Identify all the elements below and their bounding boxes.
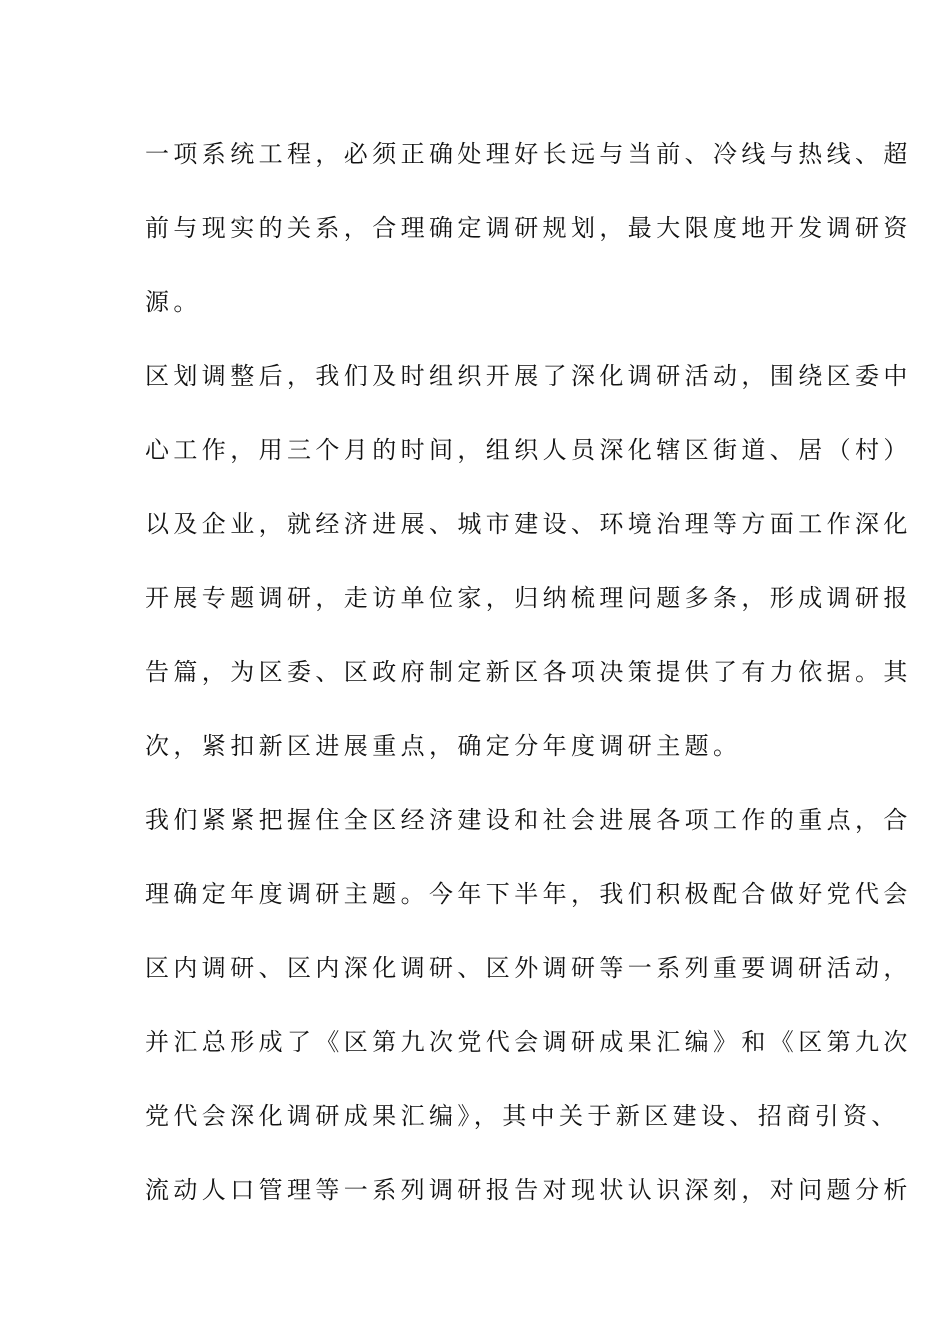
text-line: 并汇总形成了《区第九次党代会调研成果汇编》和《区第九次 [145,1028,912,1056]
text-line: 告篇，为区委、区政府制定新区各项决策提供了有力依据。其 [145,658,912,686]
text-line: 以及企业，就经济进展、城市建设、环境治理等方面工作深化 [145,510,912,538]
text-line: 党代会深化调研成果汇编》，其中关于新区建设、招商引资、 [145,1102,900,1130]
text-line: 开展专题调研，走访单位家，归纳梳理问题多条，形成调研报 [145,584,912,612]
text-line: 理确定年度调研主题。今年下半年，我们积极配合做好党代会 [145,880,912,908]
text-line: 次，紧扣新区进展重点，确定分年度调研主题。 [145,732,742,760]
text-line: 我们紧紧把握住全区经济建设和社会进展各项工作的重点，合 [145,806,912,834]
text-line: 心工作，用三个月的时间，组织人员深化辖区街道、居（村） [145,436,912,464]
body-text [145,134,912,1244]
text-line: 区划调整后，我们及时组织开展了深化调研活动，围绕区委中 [145,362,912,390]
text-line: 一项系统工程，必须正确处理好长远与当前、冷线与热线、超 [145,140,912,168]
text-line: 区内调研、区内深化调研、区外调研等一系列重要调研活动， [145,954,912,982]
text-line: 前与现实的关系，合理确定调研规划，最大限度地开发调研资 [145,214,912,242]
text-line: 源。 [145,288,202,316]
text-line: 流动人口管理等一系列调研报告对现状认识深刻，对问题分析 [145,1176,912,1204]
